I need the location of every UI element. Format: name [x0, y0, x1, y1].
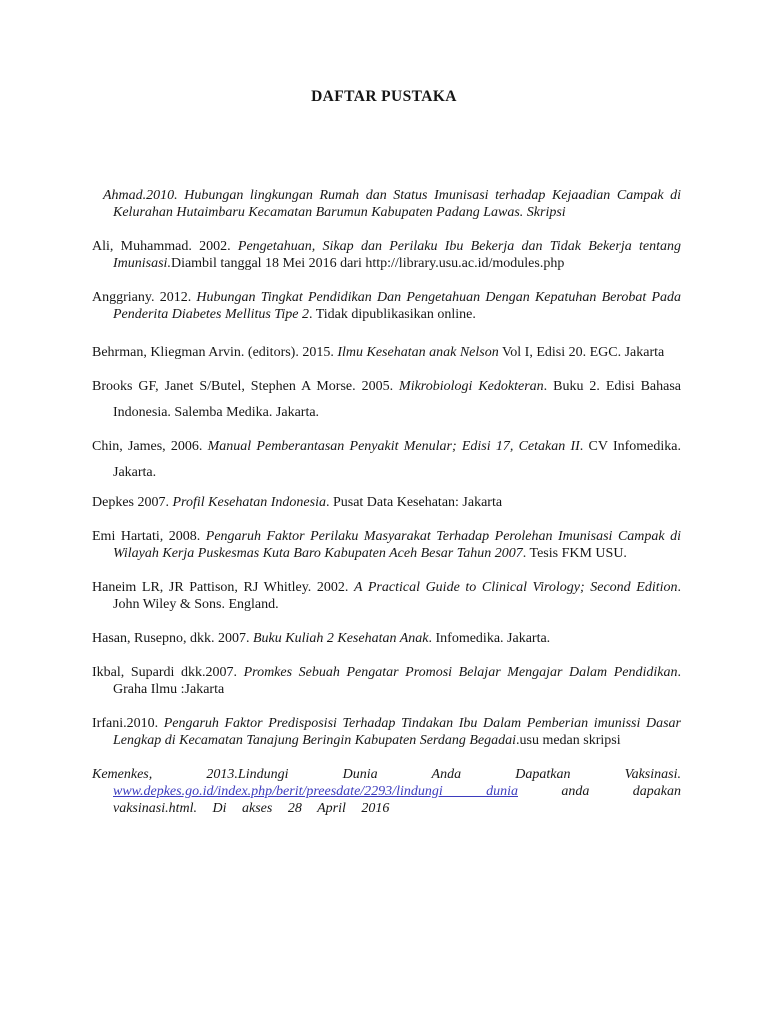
- text-segment: . Tidak dipublikasikan online.: [308, 307, 476, 322]
- text-segment: Buku Kuliah 2 Kesehatan Anak: [253, 631, 429, 646]
- depkes-vaksinasi-link[interactable]: www.depkes.go.id/index.php/berit/preesdate/2293/lindungi dunia: [113, 784, 519, 799]
- bibliography-entry-kemenkes-2013: [92, 766, 681, 817]
- text-segment: Behrman, Kliegman Arvin. (editors). 2015.: [92, 345, 338, 360]
- text-segment: Diambil tanggal 18 Mei 2016 dari http://library.usu.ac.id/modules.php: [170, 256, 565, 271]
- text-segment: Kemenkes, 2013.Lindungi Dunia Anda Dapatkan Vaksinasi.: [92, 767, 681, 782]
- text-segment: . Buku 2. Edisi Bahasa Indonesia. Salemba Medika. Jakarta.: [113, 379, 682, 420]
- bibliography-entry-ikbal-2007: [92, 664, 681, 698]
- text-segment: Haneim LR, JR Pattison, RJ Whitley. 2002.: [92, 580, 354, 595]
- text-segment: Pengetahuan, Sikap dan Perilaku Ibu Bekerja dan Tidak Bekerja tentang Imunisasi.: [113, 239, 681, 271]
- bibliography-entry-depkes-2007: [92, 494, 681, 511]
- text-segment: Pengaruh Faktor Predisposisi Terhadap Tindakan Ibu Dalam Pemberian imunissi Dasar Lengkap di Kecamatan Tanajung Beringin Kabupaten Serdang Begadai: [113, 716, 681, 748]
- text-segment: Anggriany. 2012.: [92, 290, 197, 305]
- bibliography-list: [92, 187, 681, 817]
- bibliography-entry-behrman-2015: [92, 340, 681, 366]
- text-segment: Chin, James, 2006.: [92, 439, 208, 454]
- text-segment: .usu medan skripsi: [516, 733, 621, 748]
- text-segment: Ikbal, Supardi dkk.2007.: [92, 665, 244, 680]
- text-segment: Ilmu Kesehatan anak Nelson: [337, 345, 499, 360]
- bibliography-entry-ahmad-2010: [92, 187, 681, 221]
- text-segment: . Infomedika. Jakarta.: [428, 631, 551, 646]
- text-segment: . John Wiley & Sons. England.: [113, 580, 681, 612]
- text-segment: Ali, Muhammad. 2002.: [92, 239, 238, 254]
- text-segment: . Graha Ilmu :Jakarta: [113, 665, 681, 697]
- text-segment: Pengaruh Faktor Perilaku Masyarakat Terhadap Perolehan Imunisasi Campak di Wilayah Kerja Puskesmas Kuta Baro Kabupaten Aceh Besar Tahun 2007: [113, 529, 682, 561]
- bibliography-entry-chin-2006: [92, 434, 681, 486]
- bibliography-entry-ali-muhammad-2002: [92, 238, 681, 272]
- document-title: DAFTAR PUSTAKA: [311, 88, 457, 105]
- bibliography-entry-anggriany-2012: [92, 289, 681, 323]
- bibliography-entry-hasan-2007: [92, 630, 681, 647]
- text-segment: Emi Hartati, 2008.: [92, 529, 206, 544]
- text-segment: Promkes Sebuah Pengatar Promosi Belajar Mengajar Dalam Pendidikan: [243, 665, 678, 680]
- text-segment: Vol I, Edisi 20. EGC. Jakarta: [498, 345, 665, 360]
- text-segment: Manual Pemberantasan Penyakit Menular; Edisi 17, Cetakan II: [207, 439, 580, 454]
- text-segment: A Practical Guide to Clinical Virology; Second Edition: [353, 580, 678, 595]
- text-segment: Hubungan Tingkat Pendidikan Dan Pengetahuan Dengan Kepatuhan Berobat Pada Penderita Diabetes Mellitus Tipe 2: [113, 290, 681, 322]
- text-segment: Irfani.2010.: [92, 716, 164, 731]
- text-segment: Profil Kesehatan Indonesia: [172, 495, 326, 510]
- text-segment: anda dapakan vaksinasi.html. Di akses 28 April 2016: [113, 784, 681, 816]
- text-segment: Mikrobiologi Kedokteran: [399, 379, 544, 394]
- text-segment: . Pusat Data Kesehatan: Jakarta: [325, 495, 503, 510]
- text-segment: Depkes 2007.: [92, 495, 173, 510]
- bibliography-entry-emi-hartati-2008: [92, 528, 681, 562]
- text-segment: Brooks GF, Janet S/Butel, Stephen A Morse. 2005.: [92, 379, 400, 394]
- text-segment: Hasan, Rusepno, dkk. 2007.: [92, 631, 253, 646]
- text-segment: Ahmad.2010. Hubungan lingkungan Rumah dan Status Imunisasi terhadap Kejaadian Campak di Kelurahan Hutaimbaru Kecamatan Barumun Kabupaten Padang Lawas. Skripsi: [103, 188, 681, 220]
- text-segment: . Tesis FKM USU.: [522, 546, 627, 561]
- bibliography-entry-haneim-2002: [92, 579, 681, 613]
- bibliography-entry-brooks-2005: [92, 374, 681, 426]
- bibliography-entry-irfani-2010: [92, 715, 681, 749]
- text-segment: . CV Infomedika. Jakarta.: [113, 439, 681, 480]
